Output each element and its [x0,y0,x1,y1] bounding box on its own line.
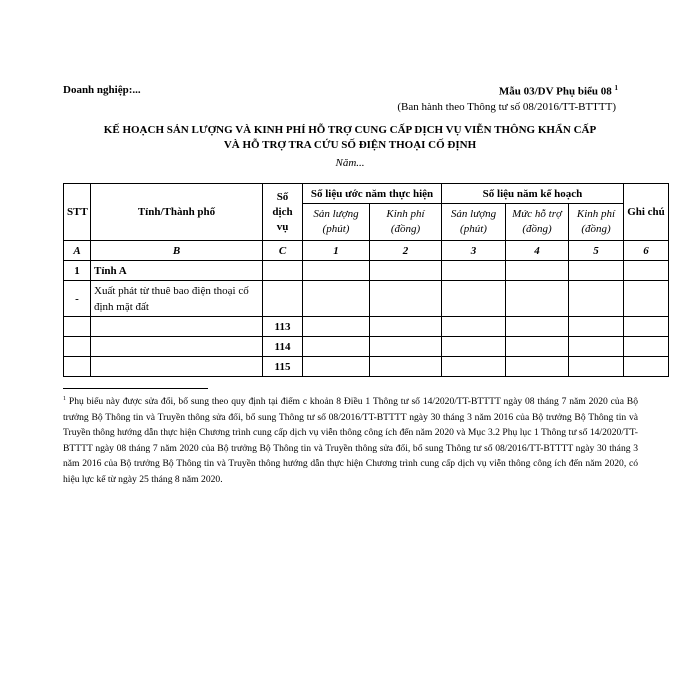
empty-cell [569,357,624,377]
empty-cell [506,261,569,281]
row-province: Tỉnh A [91,261,263,281]
row-stt [64,357,91,377]
header-plan-output: Sản lượng (phút) [442,204,506,241]
header-est-cost: Kinh phí (đồng) [370,204,442,241]
empty-cell [569,337,624,357]
plan-table [63,183,669,377]
row-stt [64,337,91,357]
empty-cell [442,337,506,357]
footnote-text: Phụ biểu này được sửa đổi, bổ sung theo quy định tại điểm c khoản 8 Điều 1 Thông tư số 14/2020/TT-BTTTT ngày 08 tháng 7 năm 2020 của Bộ trưởng Bộ Thông tin và Truyền thông sửa đổi, bổ sung Thông tư số 08/2016/TT-BTTTT ngày 30 tháng 3 năm 2016 của Bộ trưởng Bộ Thông tin và Truyền thông hướng dẫn thực hiện Chương trình cung cấp dịch vụ viễn thông công ích đến năm 2020 và Mục 3.2 Phụ lục 1 Thông tư số 14/2020/TT-BTTTT ngày 08 tháng 7 năm 2020 của Bộ trưởng Bộ Thông tin và Truyền thông sửa đổi, bổ sung Thông tư số 08/2016/TT-BTTTT ngày 30 tháng 3 năm 2016 của Bộ trưởng Bộ Thông tin và Truyền thông hướng dẫn thực hiện Chương trình cung cấp dịch vụ viễn thông công ích đến năm 2020, có hiệu lực kể từ ngày 25 tháng 8 năm 2020. [63,396,638,485]
index-cell: 1 [303,241,370,261]
company-label: Doanh nghiệp:... [63,84,141,96]
table-row [64,261,669,281]
year-label: Năm... [335,157,365,169]
empty-cell [624,317,669,337]
row-province: Xuất phát từ thuê bao điện thoại cố định mặt đất [91,281,263,317]
row-stt [64,317,91,337]
empty-cell [370,337,442,357]
empty-cell [303,357,370,377]
empty-cell [370,281,442,317]
empty-cell [569,317,624,337]
empty-cell [370,317,442,337]
index-cell: 2 [370,241,442,261]
index-cell: B [91,241,263,261]
empty-cell [370,261,442,281]
index-cell: 3 [442,241,506,261]
empty-cell [442,261,506,281]
row-province [91,337,263,357]
empty-cell [506,317,569,337]
header-estimate-group: Số liệu ước năm thực hiện [303,184,442,204]
header-service-no: Số dịch vụ [263,184,303,241]
footnote-marker: 1 [63,396,66,402]
header-province: Tỉnh/Thành phố [91,184,263,241]
index-cell: 4 [506,241,569,261]
empty-cell [624,261,669,281]
footnote [63,392,638,487]
form-code-footnote-ref: 1 [614,84,618,92]
empty-cell [506,357,569,377]
row-service: 113 [263,317,303,337]
index-cell: 5 [569,241,624,261]
row-stt: - [64,281,91,317]
row-service: 115 [263,357,303,377]
row-province [91,357,263,377]
row-service [263,281,303,317]
empty-cell [442,281,506,317]
title-line-2: VÀ HỖ TRỢ TRA CỨU SỐ ĐIỆN THOẠI CỐ ĐỊNH [223,139,477,151]
index-cell: C [263,241,303,261]
form-code-text: Mẫu 03/DV Phụ biểu 08 [498,85,612,98]
empty-cell [303,337,370,357]
empty-cell [624,337,669,357]
document-title [60,123,640,153]
header-plan-cost: Kinh phí (đồng) [569,204,624,241]
index-cell: 6 [624,241,669,261]
empty-cell [569,261,624,281]
empty-cell [303,281,370,317]
header-plan-group: Số liệu năm kế hoạch [442,184,624,204]
empty-cell [624,281,669,317]
header-plan-rate: Mức hỗ trợ (đồng) [506,204,569,241]
header-note: Ghi chú [624,184,669,241]
header-row-1 [64,184,669,204]
empty-cell [624,357,669,377]
index-row [64,241,669,261]
row-service: 114 [263,337,303,357]
table-row [64,281,669,317]
table-row [64,337,669,357]
table-row [64,357,669,377]
header-est-output: Sản lượng (phút) [303,204,370,241]
empty-cell [370,357,442,377]
empty-cell [442,317,506,337]
row-stt: 1 [64,261,91,281]
row-service [263,261,303,281]
empty-cell [569,281,624,317]
empty-cell [442,357,506,377]
footnote-divider [63,388,208,389]
table-row [64,317,669,337]
index-cell: A [64,241,91,261]
empty-cell [303,261,370,281]
title-line-1: KẾ HOẠCH SẢN LƯỢNG VÀ KINH PHÍ HỖ TRỢ CUNG CẤP DỊCH VỤ VIỄN THÔNG KHẨN CẤP [103,124,597,136]
empty-cell [506,281,569,317]
empty-cell [506,337,569,357]
form-code [499,84,618,98]
header-stt: STT [64,184,91,241]
issued-by: (Ban hành theo Thông tư số 08/2016/TT-BTTTT) [397,101,616,113]
row-province [91,317,263,337]
empty-cell [303,317,370,337]
